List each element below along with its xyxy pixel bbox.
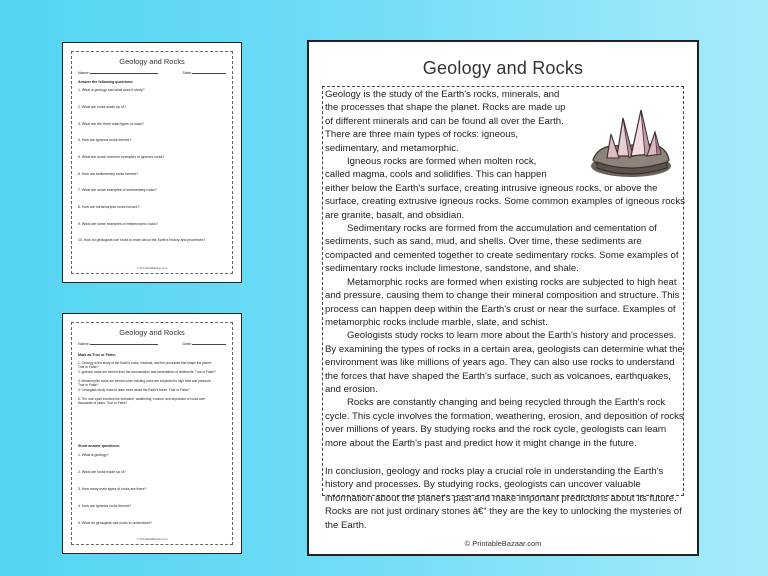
true-false-heading: Mark as True or False:: [78, 353, 116, 357]
name-date-row: [78, 341, 226, 346]
page-title: Geology and Rocks: [422, 58, 584, 78]
short-answer-item: 5. What do geologists use rocks to understand?: [78, 521, 152, 525]
short-answer-item: 2. What are rocks made up of?: [78, 470, 126, 474]
text-line: the processes that shape the planet. Rocks are made up: [325, 102, 566, 114]
name-label: Name:: [78, 70, 90, 75]
true-false-item: 2. Igneous rocks are formed from the accumulation and cementation of sediments. True or False?: [78, 370, 216, 374]
question-item: 2. What are rocks made up of?: [78, 105, 126, 109]
question-item: 8. How are metamorphic rocks formed?: [78, 205, 140, 209]
short-answer-heading: Short answer questions:: [78, 444, 120, 448]
worksheet-title: Geology and Rocks: [119, 328, 185, 337]
passage-body: [325, 88, 687, 450]
worksheet-border: [71, 51, 233, 274]
worksheet-true-false-preview[interactable]: [62, 313, 242, 554]
question-item: 4. How are igneous rocks formed?: [78, 138, 132, 142]
question-item: 3. What are the three main types of rocks?: [78, 122, 144, 126]
name-line: [90, 70, 158, 74]
intro-paragraph: [325, 88, 587, 182]
text-line: Geology is the study of the Earth's rocks, minerals, and: [325, 89, 560, 100]
true-false-item: 5. The rock cycle involves the formation, weathering, erosion, and deposition of rocks over thousands of years. True or False?: [78, 397, 206, 405]
geologists-paragraph: Geologists study rocks to learn more about the Earth's history and processes. By examining the types of rocks in a certain area, geologists can determine what the environment was like millions of years ago. They can also use rocks to understand the forces that have shaped the Earth's surface, such as volcanoes, earthquakes, and erosion.: [325, 330, 683, 395]
worksheet-footer: © PrintableBazaar.com: [136, 266, 168, 270]
short-answer-item: 4. How are igneous rocks formed?: [78, 504, 132, 508]
text-line: sedimentary, and metamorphic.: [325, 142, 459, 154]
name-date-row: [78, 70, 226, 75]
true-false-item: 3. Metamorphic rocks are formed when existing rocks are subjected to high heat and pressure. True or False?: [78, 379, 212, 387]
short-answer-item: 1. What is geology?: [78, 453, 109, 457]
name-line: [90, 341, 158, 345]
true-false-item: 4. Geologists study rocks to learn more about the Earth's future. True or False?: [78, 388, 190, 392]
worksheet-questions-preview[interactable]: [62, 42, 242, 283]
question-item: 5. What are some common examples of igneous rocks?: [78, 155, 165, 159]
text-line: There are three main types of rocks: igneous,: [325, 129, 519, 141]
question-item: 7. What are some examples of sedimentary rocks?: [78, 188, 157, 192]
metamorphic-paragraph: Metamorphic rocks are formed when existing rocks are subjected to high heat and pressure, causing them to change their mineral composition and structure. This process can happen deep within the Earth's crust or near the surface. Examples of metamorphic rocks include marble, slate, and schist.: [325, 276, 680, 328]
date-label: Date:: [182, 341, 192, 346]
reading-passage-page[interactable]: [307, 40, 699, 556]
conclusion-paragraph: In conclusion, geology and rocks play a crucial role in understanding the Earth's history and processes. By studying rocks, geologists can uncover valuable information about the planet's past and make important predictions about its future. Rocks are not just ordinary stones â€“ they are the key to unlocking the mysteries of the Earth.: [325, 466, 682, 531]
worksheet-footer: © PrintableBazaar.com: [136, 537, 168, 541]
question-item: 9. What are some examples of metamorphic rocks?: [78, 222, 158, 226]
date-label: Date:: [182, 70, 192, 75]
true-false-item: 1. Geology is the study of the Earth's rocks, minerals, and the processes that shape the planet. True or False?: [78, 361, 212, 369]
worksheet-border: [71, 322, 233, 545]
igneous-paragraph: either below the Earth's surface, creating intrusive igneous rocks, or above the surface, creating extrusive igneous rocks. Some common examples of igneous rocks are granite, basalt, and obsidian.: [325, 182, 685, 221]
sedimentary-paragraph: Sedimentary rocks are formed from the accumulation and cementation of sediments, such as sand, mud, and shells. Over time, these sediments are compacted and cemented together to create sedimentary rocks. Some examples of sedimentary rocks include limestone, sandstone, and shale.: [325, 223, 679, 275]
instructions-heading: Answer the following questions:: [78, 80, 134, 84]
rock-cycle-paragraph: Rocks are constantly changing and being recycled through the Earth's rock cycle. This cycle involves the formation, weathering, erosion, and deposition of rocks over millions of years. By studying rocks and the rock cycle, geologists can learn more about the Earth's past and predict how it might change in the future.: [325, 397, 684, 449]
text-line: of different minerals and can be found all over the Earth.: [325, 115, 564, 127]
date-line: [192, 70, 226, 74]
short-answer-item: 3. How many main types of rocks are there?: [78, 487, 147, 491]
question-item: 6. How are sedimentary rocks formed?: [78, 172, 139, 176]
page-footer: © PrintableBazaar.com: [464, 539, 542, 548]
question-item: 1. What is geology and what does it study?: [78, 88, 145, 92]
text-line: called magma, cools and solidifies. This can happen: [325, 169, 547, 181]
name-label: Name:: [78, 341, 90, 346]
question-item: 10. How do geologists use rocks to learn about the Earth's history and processes?: [78, 238, 206, 242]
worksheet-title: Geology and Rocks: [119, 57, 185, 66]
text-line: Igneous rocks are formed when molten rock,: [347, 156, 537, 168]
date-line: [192, 341, 226, 345]
